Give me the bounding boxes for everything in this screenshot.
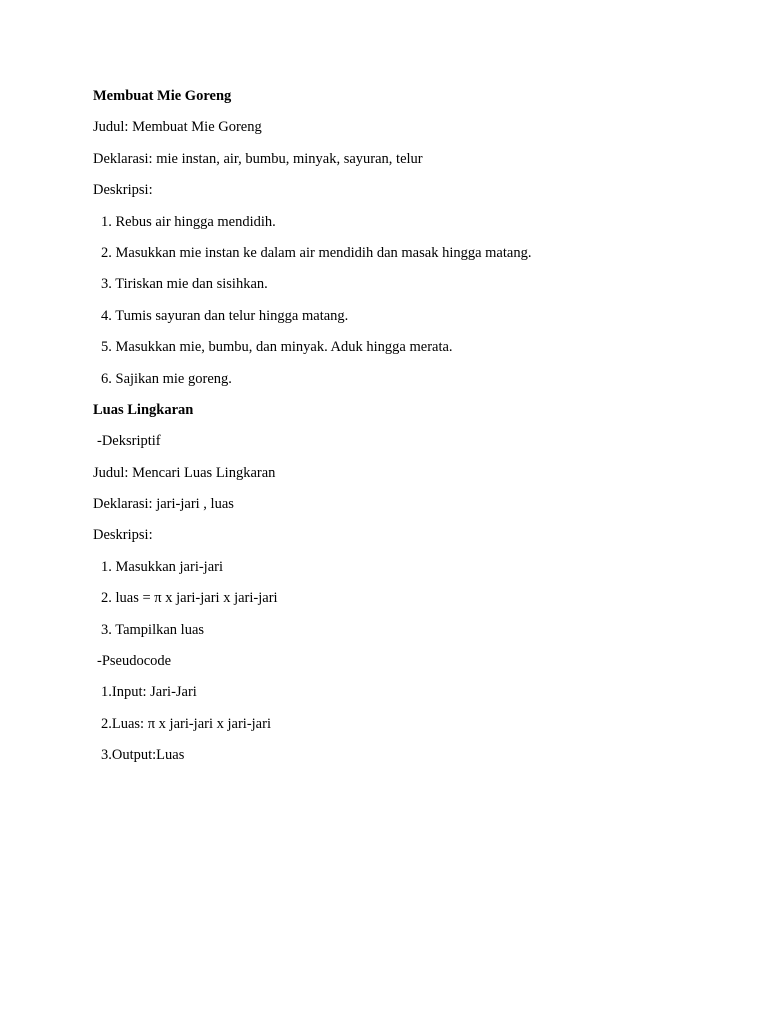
list-item: 4. Tumis sayuran dan telur hingga matang. <box>101 307 349 324</box>
list-item: 2. Masukkan mie instan ke dalam air mendidih dan masak hingga matang. <box>101 244 532 261</box>
list-item: 5. Masukkan mie, bumbu, dan minyak. Aduk hingga merata. <box>101 339 453 356</box>
deskripsi-label: Deskripsi: <box>93 182 153 199</box>
deskripsi-label: Deskripsi: <box>93 527 153 544</box>
judul-line: Judul: Membuat Mie Goreng <box>93 119 262 136</box>
list-item: 3. Tiriskan mie dan sisihkan. <box>101 276 268 293</box>
pseudocode-line: 1.Input: Jari-Jari <box>101 684 197 701</box>
list-item: 3. Tampilkan luas <box>101 621 205 638</box>
section-heading-mie-goreng: Membuat Mie Goreng <box>93 88 232 104</box>
list-item: 6. Sajikan mie goreng. <box>101 370 232 387</box>
judul-line: Judul: Mencari Luas Lingkaran <box>93 464 276 481</box>
list-item: 2. luas = π x jari-jari x jari-jari <box>101 590 278 607</box>
section-heading-luas-lingkaran: Luas Lingkaran <box>93 401 194 418</box>
deklarasi-line: Deklarasi: jari-jari , luas <box>93 496 234 513</box>
list-item: 1. Rebus air hingga mendidih. <box>101 213 276 230</box>
deskriptif-label: -Deksriptif <box>97 433 161 450</box>
list-item: 1. Masukkan jari-jari <box>101 558 224 575</box>
pseudocode-line: 2.Luas: π x jari-jari x jari-jari <box>101 715 271 732</box>
deklarasi-line: Deklarasi: mie instan, air, bumbu, minyak, sayuran, telur <box>93 150 423 167</box>
pseudocode-label: -Pseudocode <box>97 653 172 670</box>
document-body <box>93 86 693 777</box>
pseudocode-line: 3.Output:Luas <box>101 747 185 764</box>
